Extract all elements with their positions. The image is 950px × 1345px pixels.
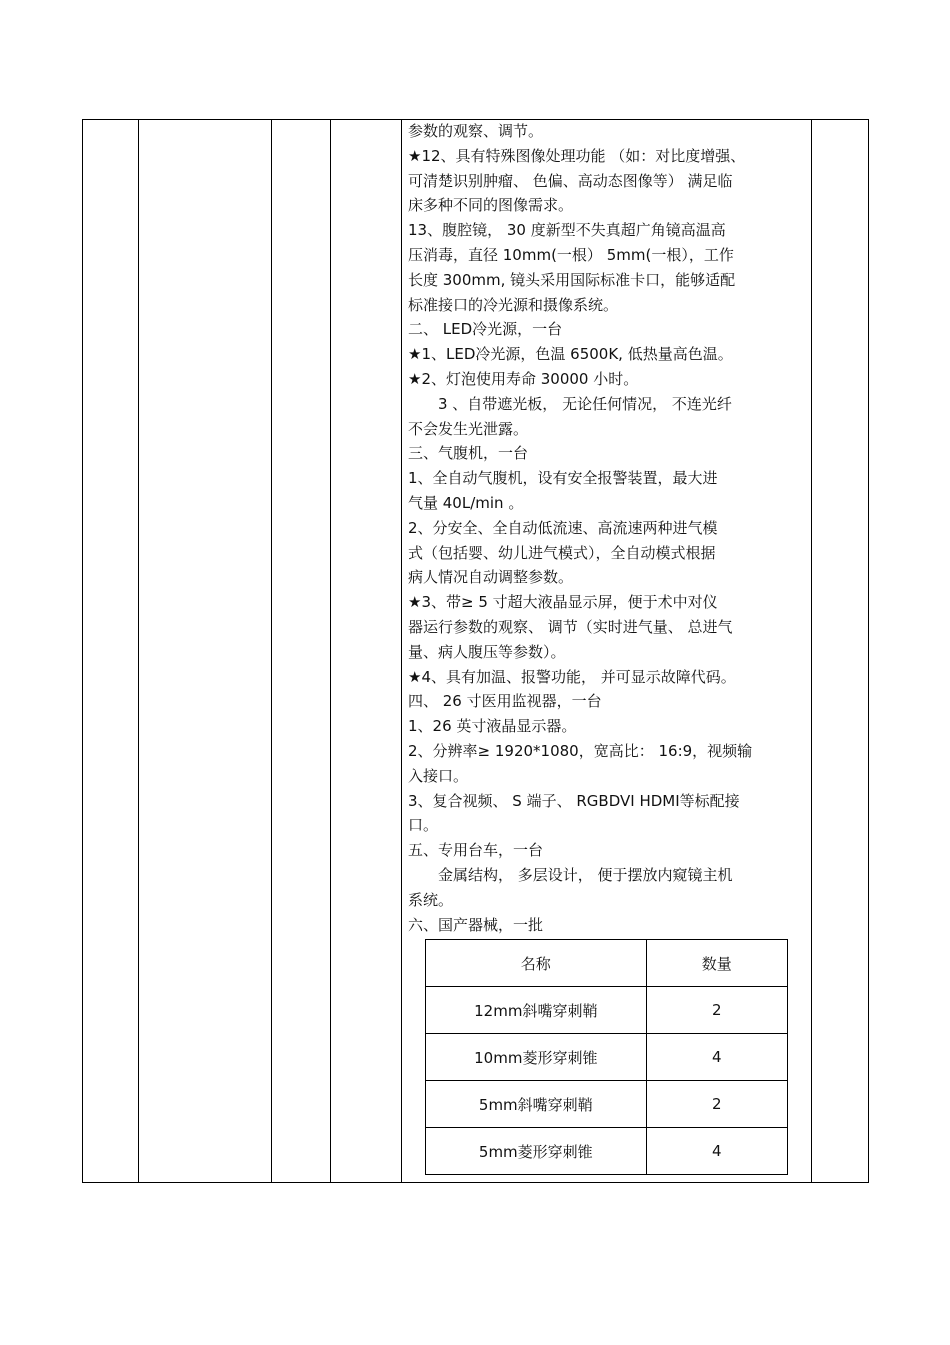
spec-line: 参数的观察、调节。 [408, 122, 544, 140]
spec-line: 标准接口的冷光源和摄像系统。 [408, 295, 619, 314]
spec-line: 式（包括婴、幼儿进气模式），全自动模式根据 [408, 543, 716, 562]
spec-line: 病人情况自动调整参数。 [408, 568, 574, 587]
column-divider-4 [401, 119, 402, 1183]
section-heading: 三、气腹机，一台 [408, 444, 529, 463]
spec-line: ★4、具有加温、报警功能， 并可显示故障代码。 [408, 667, 736, 686]
table-row [426, 987, 788, 1034]
spec-line: 3 、自带遮光板， 无论任何情况， 不连光纤 [408, 394, 732, 413]
section-heading: 四、 26 寸医用监视器，一台 [408, 692, 602, 711]
spec-line: 1、26 英寸液晶显示器。 [408, 717, 577, 736]
spec-line: 气量 40L/min 。 [408, 493, 524, 512]
spec-line: 金属结构， 多层设计， 便于摆放内窥镜主机 [408, 865, 733, 884]
spec-line: 1、全自动气腹机，设有安全报警装置，最大进 [408, 469, 718, 488]
column-divider-3 [330, 119, 331, 1183]
cell-name: 12mm斜嘴穿刺鞘 [426, 987, 647, 1034]
spec-line: ★1、LED冷光源，色温 6500K, 低热量高色温。 [408, 345, 733, 364]
column-divider-5 [811, 119, 812, 1183]
cell-name: 5mm斜嘴穿刺鞘 [426, 1081, 647, 1128]
header-quantity: 数量 [646, 940, 787, 987]
cell-quantity: 2 [646, 987, 787, 1034]
spec-line: ★12、具有特殊图像处理功能 （如：对比度增强、 [408, 146, 746, 165]
spec-line: 可清楚识别肿瘤、 色偏、高动态图像等） 满足临 [408, 171, 733, 190]
spec-line: 13、腹腔镜， 30 度新型不失真超广角镜高温高 [408, 221, 726, 240]
cell-quantity: 2 [646, 1081, 787, 1128]
table-row [426, 1128, 788, 1175]
section-heading: 二、 LED冷光源，一台 [408, 320, 563, 339]
spec-line: 系统。 [408, 890, 454, 909]
spec-text-column [408, 119, 805, 937]
spec-line: ★2、灯泡使用寿命 30000 小时。 [408, 369, 639, 388]
column-divider-2 [271, 119, 272, 1183]
spec-line: 压消毒，直径 10mm(一根） 5mm(一根），工作 [408, 245, 734, 264]
table-row [426, 1034, 788, 1081]
table-row [426, 1081, 788, 1128]
spec-line: 器运行参数的观察、 调节（实时进气量、 总进气 [408, 617, 733, 636]
column-divider-1 [138, 119, 139, 1183]
table-header-row [426, 940, 788, 987]
spec-line: 不会发生光泄露。 [408, 419, 529, 438]
cell-quantity: 4 [646, 1128, 787, 1175]
spec-line: 3、复合视频、 S 端子、 RGBDVI HDMI等标配接 [408, 791, 740, 810]
spec-line: 床多种不同的图像需求。 [408, 196, 574, 215]
spec-line: 2、分辨率≥ 1920*1080，宽高比： 16:9，视频输 [408, 741, 753, 760]
cell-name: 5mm菱形穿刺锥 [426, 1128, 647, 1175]
header-name: 名称 [426, 940, 647, 987]
spec-line: 2、分安全、全自动低流速、高流速两种进气模 [408, 518, 718, 537]
cell-name: 10mm菱形穿刺锥 [426, 1034, 647, 1081]
spec-line: 量、病人腹压等参数）。 [408, 642, 566, 661]
spec-line: ★3、带≥ 5 寸超大液晶显示屏，便于术中对仪 [408, 593, 718, 612]
cell-quantity: 4 [646, 1034, 787, 1081]
spec-line: 长度 300mm, 镜头采用国际标准卡口，能够适配 [408, 270, 736, 289]
spec-line: 入接口。 [408, 766, 469, 785]
spec-line: 口。 [408, 816, 439, 835]
instrument-table [425, 939, 788, 1175]
section-heading: 五、专用台车，一台 [408, 841, 544, 860]
section-heading: 六、国产器械，一批 [408, 915, 544, 934]
